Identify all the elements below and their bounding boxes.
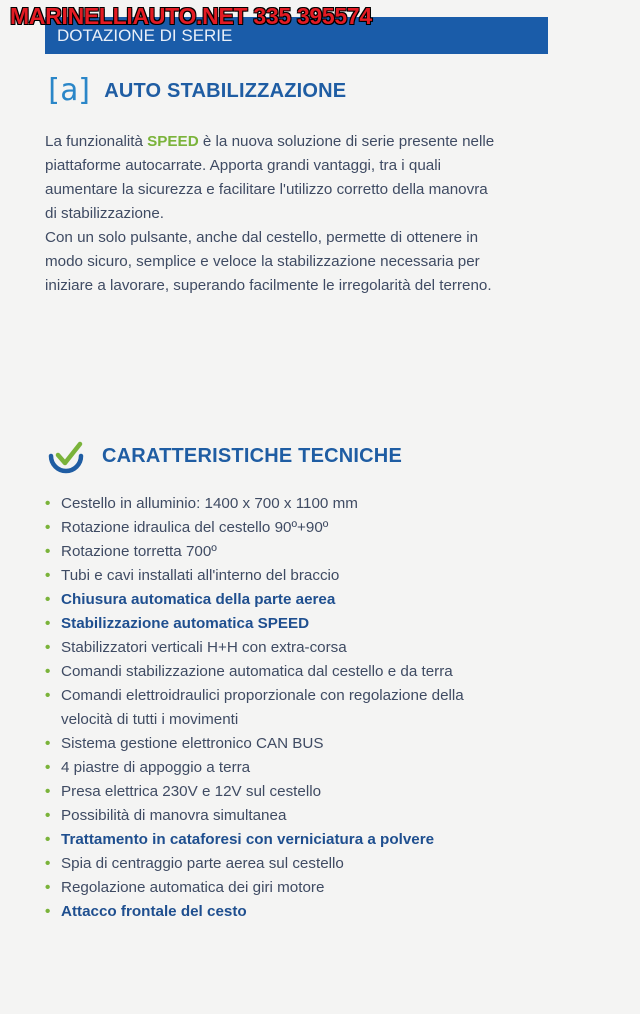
list-item: • Regolazione automatica dei giri motore (44, 876, 484, 900)
list-item: • Possibilità di manovra simultanea (44, 804, 484, 828)
para1-before: La funzionalità (45, 133, 148, 150)
banner-title: DOTAZIONE DI SERIE (57, 26, 233, 45)
list-item: • Rotazione torretta 700º (44, 540, 484, 564)
section-caratteristiche-header (44, 436, 402, 476)
list-item: • 4 piastre di appoggio a terra (44, 756, 484, 780)
section-auto-stabilizzazione-header (44, 73, 347, 108)
list-item: • Stabilizzatori verticali H+H con extra-corsa (44, 636, 484, 660)
list-item: • Comandi stabilizzazione automatica dal cestello e da terra (44, 660, 484, 684)
features-list (44, 492, 484, 924)
list-item: • Chiusura automatica della parte aerea (44, 588, 484, 612)
list-item: • Rotazione idraulica del cestello 90º+90º (44, 516, 484, 540)
list-item: • Tubi e cavi installati all'interno del braccio (44, 564, 484, 588)
check-circle-icon (44, 436, 88, 476)
list-item: • Comandi elettroidraulici proporzionale con regolazione della velocità di tutti i movimenti (44, 684, 484, 732)
para2: Con un solo pulsante, anche dal cestello, permette di ottenere in modo sicuro, semplice e veloce la stabilizzazione necessaria per iniziare a lavorare, superando facilmente le irregolarità del terreno. (45, 229, 492, 294)
list-item: • Stabilizzazione automatica SPEED (44, 612, 484, 636)
watermark-text: MARINELLIAUTO.NET 335 395574 (10, 3, 372, 29)
description-text (45, 130, 495, 298)
para1-after: è la nuova soluzione di serie presente nelle piattaforme autocarrate. Apporta grandi vantaggi, tra i quali aumentare la sicurezza e facilitare l'utilizzo corretto della manovra di stabilizzazione. (45, 133, 495, 222)
list-item: • Spia di centraggio parte aerea sul cestello (44, 852, 484, 876)
list-item: • Attacco frontale del cesto (44, 900, 484, 924)
bracket-a-icon: [a] (44, 73, 93, 108)
list-item: • Presa elettrica 230V e 12V sul cestello (44, 780, 484, 804)
list-item: • Trattamento in cataforesi con verniciatura a polvere (44, 828, 484, 852)
speed-highlight: SPEED (147, 133, 199, 150)
list-item: • Sistema gestione elettronico CAN BUS (44, 732, 484, 756)
list-item: • Cestello in alluminio: 1400 x 700 x 1100 mm (44, 492, 484, 516)
section-title: AUTO STABILIZZAZIONE (104, 79, 347, 102)
section-title: CARATTERISTICHE TECNICHE (102, 444, 402, 467)
